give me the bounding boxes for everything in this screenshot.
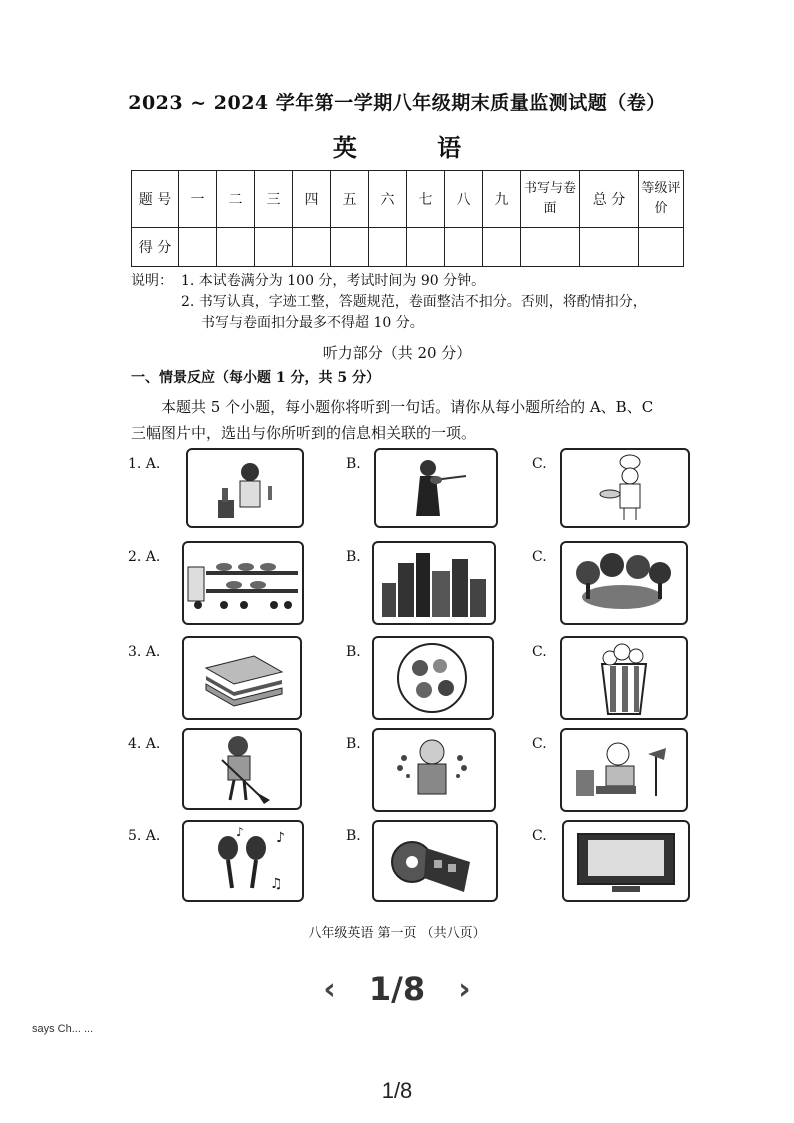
score-cell[interactable] <box>483 228 521 267</box>
score-table <box>131 170 684 267</box>
chef-picture[interactable] <box>560 448 690 528</box>
score-header-cell: 一 <box>179 171 217 228</box>
score-row-label: 得 分 <box>132 228 179 267</box>
score-cell[interactable] <box>521 228 580 267</box>
score-cell[interactable] <box>445 228 483 267</box>
option-label: B. <box>346 456 361 472</box>
exam-title: 2023 ~ 2024 学年第一学期八年级期末质量监测试题（卷） <box>128 92 666 114</box>
scientist-picture[interactable] <box>186 448 304 528</box>
score-cell[interactable] <box>639 228 684 267</box>
page-footer: 八年级英语 第一页 （共八页） <box>308 926 486 941</box>
city-skyline-picture[interactable] <box>372 541 496 625</box>
option-label: C. <box>532 644 547 660</box>
film-reel-picture[interactable] <box>372 820 498 902</box>
score-header-cell: 总 分 <box>580 171 639 228</box>
score-header-cell: 八 <box>445 171 483 228</box>
question-number: 1. A. <box>128 456 161 472</box>
score-cell[interactable] <box>407 228 445 267</box>
next-page-button[interactable]: › <box>458 971 471 1007</box>
option-label: C. <box>532 456 547 472</box>
score-header-cell: 题 号 <box>132 171 179 228</box>
popcorn-picture[interactable] <box>560 636 688 720</box>
score-header-cell: 书写与卷面 <box>521 171 580 228</box>
score-header-cell: 二 <box>217 171 255 228</box>
option-label: B. <box>346 828 361 844</box>
score-header-cell: 七 <box>407 171 445 228</box>
park-trees-picture[interactable] <box>560 541 688 625</box>
score-header-cell: 六 <box>369 171 407 228</box>
notes-label: 说明： <box>131 273 173 289</box>
option-label: C. <box>532 549 547 565</box>
question-number: 2. A. <box>128 549 161 565</box>
score-header-cell: 等级评价 <box>639 171 684 228</box>
score-cell[interactable] <box>217 228 255 267</box>
television-picture[interactable] <box>562 820 690 902</box>
question-number: 4. A. <box>128 736 161 752</box>
option-label: B. <box>346 549 361 565</box>
svg-text:♪: ♪ <box>276 830 285 846</box>
listening-heading: 听力部分（共 20 分） <box>322 344 472 362</box>
boy-sneezing-picture[interactable] <box>372 728 496 812</box>
score-cell[interactable] <box>369 228 407 267</box>
score-cell[interactable] <box>179 228 217 267</box>
subject-heading: 英 语 <box>332 133 498 162</box>
student-studying-picture[interactable] <box>560 728 688 812</box>
svg-text:♫: ♫ <box>270 876 283 892</box>
sandwich-picture[interactable] <box>182 636 302 720</box>
microphones-picture[interactable] <box>182 820 304 902</box>
score-cell[interactable] <box>331 228 369 267</box>
note-item-2: 2. 书写认真，字迹工整，答题规范，卷面整洁不扣分。否则，将酌情扣分， <box>181 294 647 310</box>
option-label: C. <box>532 736 547 752</box>
pager <box>0 968 794 1008</box>
page-indicator: 1/8 <box>368 970 426 1008</box>
svg-text:♪: ♪ <box>236 825 244 839</box>
note-item-1: 1. 本试卷满分为 100 分，考试时间为 90 分钟。 <box>181 273 486 289</box>
food-plate-picture[interactable] <box>372 636 494 720</box>
question-number: 3. A. <box>128 644 161 660</box>
boy-sweeping-picture[interactable] <box>182 728 302 810</box>
caption-text: says Ch... ... <box>32 1023 94 1035</box>
option-label: C. <box>532 828 547 844</box>
score-header-cell: 三 <box>255 171 293 228</box>
violinist-picture[interactable] <box>374 448 498 528</box>
note-item-2-continued: 书写与卷面扣分最多不得超 10 分。 <box>201 315 424 331</box>
score-cell[interactable] <box>255 228 293 267</box>
score-cell[interactable] <box>580 228 639 267</box>
question-number: 5. A. <box>128 828 161 844</box>
section-1-instruction: 本题共 5 个小题，每小题你将听到一句话。请你从每小题所给的 A、B、C 三幅图片中，选出与你所听到的信息相关联的一项。 <box>131 398 654 442</box>
section-1-heading: 一、情景反应（每小题 1 分，共 5 分） <box>131 370 380 386</box>
prev-page-button[interactable]: ‹ <box>323 971 336 1007</box>
score-header-cell: 九 <box>483 171 521 228</box>
car-carrier-truck-picture[interactable] <box>182 541 304 625</box>
score-cell[interactable] <box>293 228 331 267</box>
bottom-page-number: 1/8 <box>381 1078 413 1103</box>
option-label: B. <box>346 644 361 660</box>
score-header-cell: 五 <box>331 171 369 228</box>
option-label: B. <box>346 736 361 752</box>
score-header-cell: 四 <box>293 171 331 228</box>
